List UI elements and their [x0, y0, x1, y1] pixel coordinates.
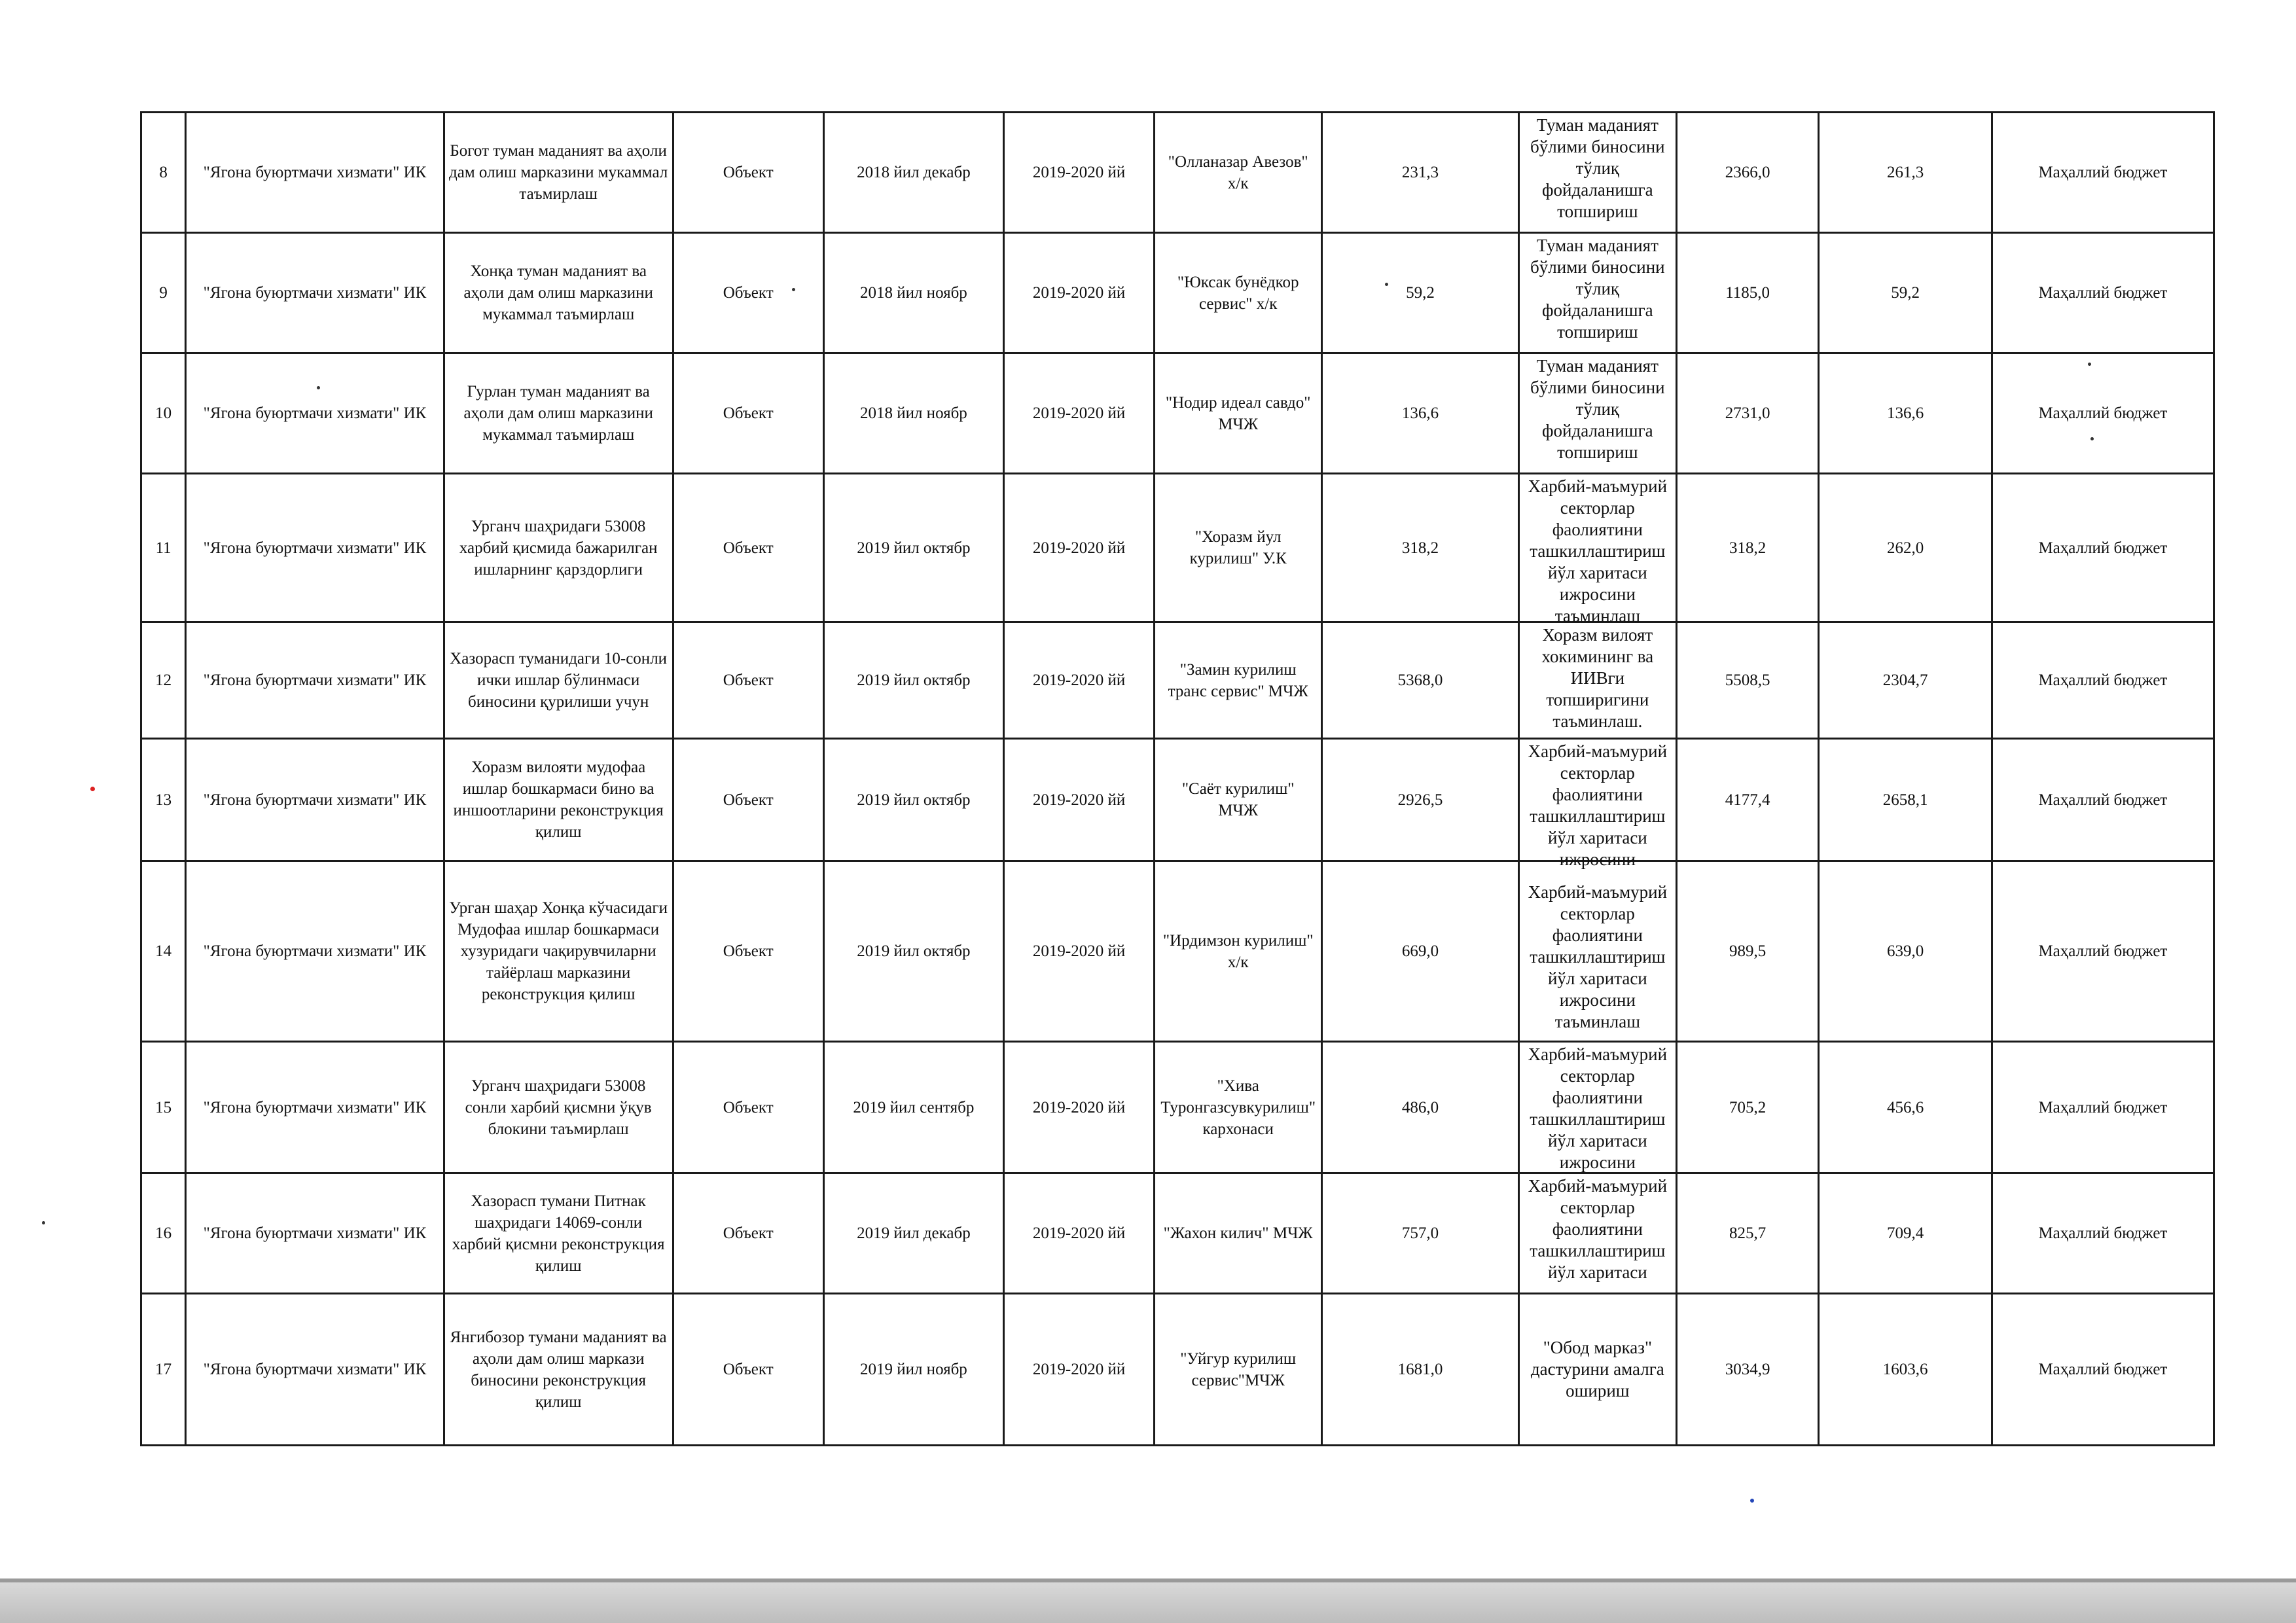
period-cell: 2019-2020 йй [1003, 1173, 1154, 1294]
note-text: "Обод марказ" дастурини амалга ошириш [1530, 1338, 1664, 1400]
type-cell: Объект [673, 739, 823, 861]
scan-speck [2090, 437, 2094, 440]
note-cell [1518, 739, 1676, 869]
estimate-cell: 4177,4 [1676, 739, 1819, 861]
period-cell: 2019-2020 йй [1003, 474, 1154, 622]
scan-speck [1385, 283, 1388, 286]
scan-speck [1750, 1499, 1754, 1503]
period-cell: 2019-2020 йй [1003, 622, 1154, 739]
type-cell: Объект [673, 474, 823, 622]
funding-source-cell: Маҳаллий бюджет [1992, 353, 2214, 474]
row-number: 11 [141, 474, 186, 622]
contractor-cell: "Юксак бунёдкор сервис" х/к [1155, 233, 1322, 353]
paid-cell: 709,4 [1819, 1173, 1992, 1294]
start-date-cell: 2019 йил октябр [823, 861, 1003, 1042]
start-date-cell: 2019 йил ноябр [823, 1294, 1003, 1446]
client-cell: "Ягона буюртмачи хизмати" ИК [186, 1042, 444, 1173]
row-number: 15 [141, 1042, 186, 1173]
note-cell [1518, 1042, 1676, 1173]
table-row [141, 233, 2214, 353]
contractor-cell: "Уйгур курилиш сервис"МЧЖ [1155, 1294, 1322, 1446]
note-text: Харбий-маъмурий секторлар фаолиятини ташкиллаштириш йўл харитаси [1528, 1176, 1668, 1282]
note-cell [1518, 861, 1676, 1042]
contract-value-cell: 5368,0 [1322, 622, 1519, 739]
contract-value-cell: 318,2 [1322, 474, 1519, 622]
estimate-cell: 318,2 [1676, 474, 1819, 622]
table-row [141, 1173, 2214, 1294]
table-row [141, 861, 2214, 1042]
type-cell: Объект [673, 861, 823, 1042]
period-cell: 2019-2020 йй [1003, 1294, 1154, 1446]
estimate-cell: 705,2 [1676, 1042, 1819, 1173]
project-name-cell: Гурлан туман маданият ва аҳоли дам олиш марказини мукаммал таъмирлаш [444, 353, 673, 474]
contractor-cell: "Хива Туронгазсувкурилиш" кархонаси [1155, 1042, 1322, 1173]
contract-value-cell: 2926,5 [1322, 739, 1519, 861]
table-row [141, 353, 2214, 474]
estimate-cell: 825,7 [1676, 1173, 1819, 1294]
row-number: 13 [141, 739, 186, 861]
contractor-cell: "Хоразм йул курилиш" У.К [1155, 474, 1322, 622]
paid-cell: 456,6 [1819, 1042, 1992, 1173]
note-text: Туман маданият бўлими биносини тўлиқ фойдаланишга топшириш [1530, 236, 1665, 342]
paid-cell: 136,6 [1819, 353, 1992, 474]
project-name-cell: Богот туман маданият ва аҳоли дам олиш марказини мукаммал таъмирлаш [444, 113, 673, 233]
client-cell: "Ягона буюртмачи хизмати" ИК [186, 861, 444, 1042]
note-text: Туман маданият бўлими биносини тўлиқ фойдаланишга топшириш [1530, 356, 1665, 462]
client-cell: "Ягона буюртмачи хизмати" ИК [186, 474, 444, 622]
table-row [141, 622, 2214, 739]
funding-source-cell: Маҳаллий бюджет [1992, 622, 2214, 739]
period-cell: 2019-2020 йй [1003, 113, 1154, 233]
paid-cell: 2658,1 [1819, 739, 1992, 861]
contractor-cell: "Нодир идеал савдо" МЧЖ [1155, 353, 1322, 474]
period-cell: 2019-2020 йй [1003, 1042, 1154, 1173]
paid-cell: 59,2 [1819, 233, 1992, 353]
period-cell: 2019-2020 йй [1003, 739, 1154, 861]
start-date-cell: 2019 йил октябр [823, 622, 1003, 739]
contract-value-cell: 231,3 [1322, 113, 1519, 233]
start-date-cell: 2018 йил декабр [823, 113, 1003, 233]
table-row [141, 113, 2214, 233]
note-text: Харбий-маъмурий секторлар фаолиятини ташкиллаштириш йўл харитаси ижросини таъминлаш [1528, 882, 1668, 1031]
row-number: 14 [141, 861, 186, 1042]
projects-table [140, 111, 2215, 1446]
funding-source-cell: Маҳаллий бюджет [1992, 474, 2214, 622]
project-name-cell: Янгибозор тумани маданият ва аҳоли дам олиш маркази биносини реконструкция қилиш [444, 1294, 673, 1446]
row-number: 12 [141, 622, 186, 739]
contract-value-cell: 486,0 [1322, 1042, 1519, 1173]
contract-value-cell: 757,0 [1322, 1173, 1519, 1294]
type-cell: Объект [673, 622, 823, 739]
contractor-cell: "Ирдимзон курилиш" х/к [1155, 861, 1322, 1042]
client-cell: "Ягона буюртмачи хизмати" ИК [186, 233, 444, 353]
estimate-cell: 2731,0 [1676, 353, 1819, 474]
scan-speck [2088, 363, 2091, 366]
table-row [141, 1042, 2214, 1173]
note-text: Харбий-маъмурий секторлар фаолиятини ташкиллаштириш йўл харитаси ижросини [1528, 741, 1668, 869]
note-cell [1518, 1173, 1676, 1294]
client-cell: "Ягона буюртмачи хизмати" ИК [186, 1294, 444, 1446]
note-cell [1518, 1294, 1676, 1446]
funding-source-cell: Маҳаллий бюджет [1992, 1173, 2214, 1294]
row-number: 10 [141, 353, 186, 474]
scan-speck [42, 1221, 45, 1224]
client-cell: "Ягона буюртмачи хизмати" ИК [186, 113, 444, 233]
estimate-cell: 2366,0 [1676, 113, 1819, 233]
funding-source-cell: Маҳаллий бюджет [1992, 861, 2214, 1042]
scan-speck [90, 787, 95, 791]
table-row [141, 739, 2214, 861]
type-cell: Объект [673, 113, 823, 233]
funding-source-cell: Маҳаллий бюджет [1992, 1042, 2214, 1173]
contract-value-cell: 59,2 [1322, 233, 1519, 353]
note-text: Харбий-маъмурий секторлар фаолиятини ташкиллаштириш йўл харитаси ижросини [1528, 1044, 1668, 1172]
row-number: 16 [141, 1173, 186, 1294]
project-name-cell: Хонқа туман маданият ва аҳоли дам олиш марказини мукаммал таъмирлаш [444, 233, 673, 353]
period-cell: 2019-2020 йй [1003, 233, 1154, 353]
start-date-cell: 2019 йил октябр [823, 474, 1003, 622]
note-cell [1518, 353, 1676, 474]
period-cell: 2019-2020 йй [1003, 353, 1154, 474]
paid-cell: 2304,7 [1819, 622, 1992, 739]
project-name-cell: Урганч шаҳридаги 53008 сонли харбий қисмни ўқув блокини таъмирлаш [444, 1042, 673, 1173]
project-name-cell: Урганч шаҳридаги 53008 харбий қисмида бажарилган ишларнинг қарздорлиги [444, 474, 673, 622]
note-cell [1518, 622, 1676, 739]
row-number: 8 [141, 113, 186, 233]
project-name-cell: Урган шаҳар Хонқа кўчасидаги Мудофаа ишлар бошкармаси хузуридаги чақирувчиларни тайёрлаш марказини реконструкция қилиш [444, 861, 673, 1042]
start-date-cell: 2019 йил сентябр [823, 1042, 1003, 1173]
type-cell: Объект [673, 233, 823, 353]
note-text: Туман маданият бўлими биносини тўлиқ фойдаланишга топшириш [1530, 115, 1665, 221]
start-date-cell: 2018 йил ноябр [823, 353, 1003, 474]
funding-source-cell: Маҳаллий бюджет [1992, 739, 2214, 861]
scan-speck [792, 288, 795, 291]
contract-value-cell: 1681,0 [1322, 1294, 1519, 1446]
row-number: 9 [141, 233, 186, 353]
funding-source-cell: Маҳаллий бюджет [1992, 113, 2214, 233]
table-row [141, 1294, 2214, 1446]
type-cell: Объект [673, 1042, 823, 1173]
contractor-cell: "Олланазар Авезов" х/к [1155, 113, 1322, 233]
start-date-cell: 2018 йил ноябр [823, 233, 1003, 353]
note-cell [1518, 233, 1676, 353]
row-number: 17 [141, 1294, 186, 1446]
contractor-cell: "Саёт курилиш" МЧЖ [1155, 739, 1322, 861]
project-name-cell: Хазорасп тумани Питнак шаҳридаги 14069-сонли харбий қисмни реконструкция қилиш [444, 1173, 673, 1294]
type-cell: Объект [673, 1294, 823, 1446]
funding-source-cell: Маҳаллий бюджет [1992, 233, 2214, 353]
project-name-cell: Хоразм вилояти мудофаа ишлар бошкармаси бино ва иншоотларини реконструкция қилиш [444, 739, 673, 861]
note-text: Харбий-маъмурий секторлар фаолиятини ташкиллаштириш йўл харитаси ижросини таъминлаш [1528, 476, 1668, 626]
estimate-cell: 3034,9 [1676, 1294, 1819, 1446]
scan-background [0, 1582, 2296, 1623]
client-cell: "Ягона буюртмачи хизмати" ИК [186, 622, 444, 739]
note-text: Хоразм вилоят хокимининг ва ИИВги топширигини таъминлаш. [1541, 625, 1654, 731]
paid-cell: 261,3 [1819, 113, 1992, 233]
scan-speck [317, 386, 320, 389]
project-name-cell: Хазорасп туманидаги 10-сонли ички ишлар бўлинмаси биносини қурилиши учун [444, 622, 673, 739]
type-cell: Объект [673, 1173, 823, 1294]
start-date-cell: 2019 йил декабр [823, 1173, 1003, 1294]
start-date-cell: 2019 йил октябр [823, 739, 1003, 861]
paid-cell: 639,0 [1819, 861, 1992, 1042]
client-cell: "Ягона буюртмачи хизмати" ИК [186, 739, 444, 861]
paid-cell: 262,0 [1819, 474, 1992, 622]
type-cell: Объект [673, 353, 823, 474]
contract-value-cell: 669,0 [1322, 861, 1519, 1042]
client-cell: "Ягона буюртмачи хизмати" ИК [186, 1173, 444, 1294]
note-cell [1518, 474, 1676, 626]
funding-source-cell: Маҳаллий бюджет [1992, 1294, 2214, 1446]
paid-cell: 1603,6 [1819, 1294, 1992, 1446]
estimate-cell: 5508,5 [1676, 622, 1819, 739]
contract-value-cell: 136,6 [1322, 353, 1519, 474]
contractor-cell: "Замин курилиш транс сервис" МЧЖ [1155, 622, 1322, 739]
note-cell [1518, 113, 1676, 233]
client-cell: "Ягона буюртмачи хизмати" ИК [186, 353, 444, 474]
estimate-cell: 989,5 [1676, 861, 1819, 1042]
estimate-cell: 1185,0 [1676, 233, 1819, 353]
table-row [141, 474, 2214, 622]
contractor-cell: "Жахон килич" МЧЖ [1155, 1173, 1322, 1294]
period-cell: 2019-2020 йй [1003, 861, 1154, 1042]
